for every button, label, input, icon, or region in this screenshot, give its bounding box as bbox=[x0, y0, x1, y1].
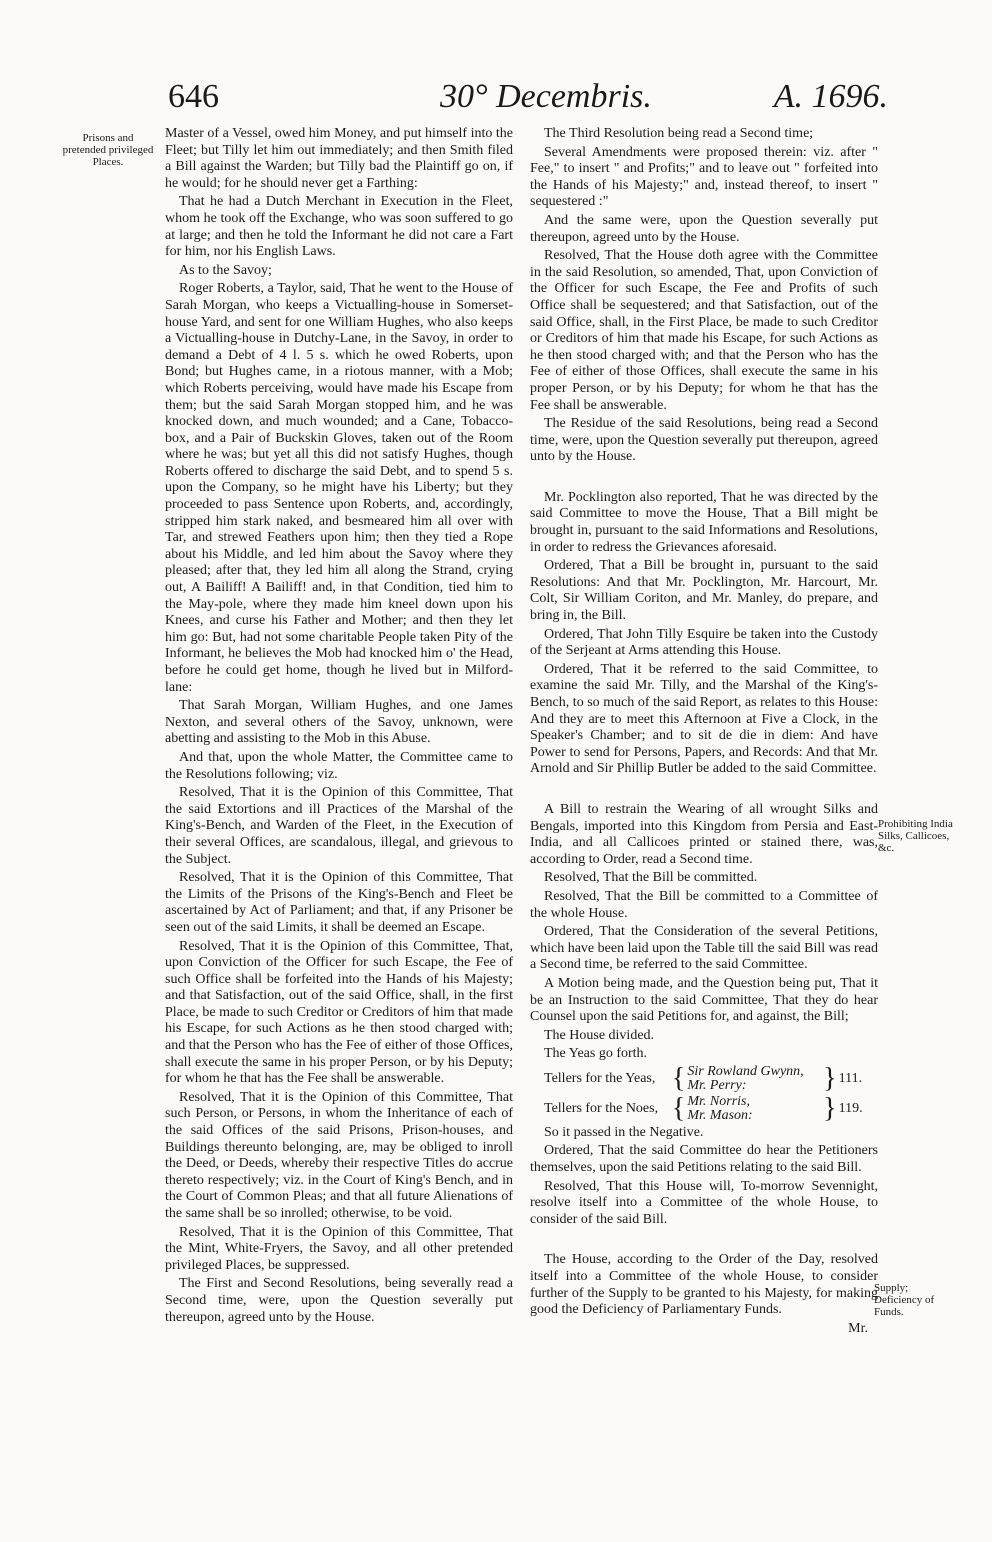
paragraph: Resolved, That the Bill be committed to a Committee of the whole House. bbox=[530, 888, 878, 921]
margin-note-prisons: Prisons and pretended privileged Places. bbox=[62, 132, 154, 168]
teller-name: Sir Rowland Gwynn, bbox=[687, 1063, 804, 1079]
paragraph: A Bill to restrain the Wearing of all wrought Silks and Bengals, imported into this Kingdom from Persia and East-India, and all Callicoes printed or stained there, was, according to Order, read a Second time. bbox=[530, 801, 878, 867]
catchword: Mr. bbox=[848, 1320, 868, 1336]
paragraph: The House, according to the Order of the Day, resolved itself into a Committee of the whole House, to consider further of the Supply to be granted to his Majesty, for making good the Deficiency of Parliamentary Funds. bbox=[530, 1252, 878, 1318]
page-header bbox=[0, 72, 992, 122]
tellers-yeas: Tellers for the Yeas, { Sir Rowland Gwynn, Mr. Perry: } 111. bbox=[544, 1065, 878, 1093]
paragraph: A Motion being made, and the Question being put, That it be an Instruction to the said Committee, That they do hear Counsel upon the said Petitions for, and against, the Bill; bbox=[530, 975, 878, 1025]
margin-note-supply: Supply; Deficiency of Funds. bbox=[874, 1282, 935, 1318]
paragraph: Ordered, That the said Committee do hear the Petitioners themselves, upon the said Petitions relating to the said Bill. bbox=[530, 1143, 878, 1176]
page-number: 646 bbox=[168, 78, 219, 115]
margin-note-silks: Prohibiting India Silks, Callicoes, &c. bbox=[878, 818, 953, 854]
paragraph: Resolved, That the Bill be committed. bbox=[544, 870, 758, 886]
paragraph: Ordered, That John Tilly Esquire be taken into the Custody of the Serjeant at Arms attending this House. bbox=[530, 626, 878, 659]
paragraph: Several Amendments were proposed therein: viz. after " Fee," to insert " and Profits;" and to leave out " forfeited into the Hands of his Majesty;" and, instead thereof, to insert " sequestered :" bbox=[530, 144, 878, 210]
paragraph: As to the Savoy; bbox=[179, 262, 272, 278]
paragraph: Resolved, That the House doth agree with the Committee in the said Resolution, so amended, That, upon Conviction of the Officer for such Escape, the Fee and Profits of such Office shall be sequestered; and that Satisfaction, out of the said Office, shall, in the First Place, be made to such Creditor or Creditors of him that made his Escape, for such Actions as he then stood charged with; and that the Person who has the Fee of either of those Offices, shall execute the same in his proper Person, or by his Deputy; for whom he that has the Fee shall be answerable. bbox=[530, 248, 878, 413]
left-column bbox=[165, 126, 513, 1328]
paragraph: That Sarah Morgan, William Hughes, and one James Nexton, and several others of the Savoy, unknown, were abetting and assisting to the Mob in this Abuse. bbox=[165, 698, 513, 747]
paragraph: And that, upon the whole Matter, the Committee came to the Resolutions following; viz. bbox=[165, 749, 513, 782]
paragraph: Resolved, That it is the Opinion of this Committee, That the Limits of the Prisons of the King's-Bench and Fleet be ascertained by Act of Parliament; and that, if any Prisoner be seen out of the said Limits, it shall be deemed an Escape. bbox=[165, 870, 513, 935]
paragraph: The Residue of the said Resolutions, being read a Second time, were, upon the Question severally put thereupon, agreed unto by the House. bbox=[530, 416, 878, 465]
paragraph: Resolved, That it is the Opinion of this Committee, That the said Extortions and ill Practices of the Marshal of the King's-Bench, and Warden of the Fleet, in the Execution of their several Offices, are scandalous, illegal, and grievous to the Subject. bbox=[165, 785, 513, 867]
tellers-label: Tellers for the Noes, bbox=[544, 1100, 659, 1116]
paragraph: Ordered, That the Consideration of the several Petitions, which have been laid upon the Table till the said Bill was read a Second time, be referred to the said Committee. bbox=[530, 924, 878, 973]
paragraph: Roger Roberts, a Taylor, said, That he went to the House of Sarah Morgan, who keeps a Victualling-house in Somerset-house Yard, and sent for one William Hughes, who also keeps a Victualling-house in Dutchy-Lane, in the Savoy, in order to demand a Debt of 4 l. 5 s. which he owed Roberts, upon Bond; but Hughes came, in a riotous manner, with a Mob; which Roberts perceiving, would have made his Escape from them; but the said Sarah Morgan stopped him, and he was knocked down, and much wounded; and a Cane, Tobacco-box, and a Pair of Buckskin Gloves, taken out of the Room where he was; but yet all this did not satisfy Hughes, though Roberts offered to discharge the said Debt, and to spend 5 s. upon the Company, so he might have his Liberty; but they proceeded to pass Sentence upon Roberts, and, accordingly, stripped him stark naked, and besmeared him all over with Tar, and strewed Feathers upon him; then they tied a Rope about his Middle, and led him about the Savoy where they pleased; after that, they led him all along the Strand, crying out, A Bailiff! A Bailiff! and, in that Condition, tied him to the May-pole, where they made him kneel down upon his Knees, and curse his Father and Mother; and then they let him go: But, had not some charitable People taken Pity of the Informant, he believes the Mob had knocked him o' the Head, before he could get home, though he lived but in Milford-lane: bbox=[165, 281, 513, 695]
teller-name: Mr. Mason: bbox=[687, 1107, 753, 1123]
tellers-label: Tellers for the Yeas, bbox=[544, 1070, 656, 1086]
paragraph: The First and Second Resolutions, being severally read a Second time, were, upon the Question severally put thereupon, agreed unto by the House. bbox=[165, 1276, 513, 1325]
right-column bbox=[530, 126, 878, 1339]
paragraph: Resolved, That it is the Opinion of this Committee, That such Person, or Persons, in whom the Inheritance of each of the said Offices of the said Prisons, Prison-houses, and Buildings thereunto belonging, are, may be obliged to inroll the Deed, or Deeds, whereby their respective Titles do accrue thereto respectively; viz. in the Court of King's Bench, and in the Court of Common Pleas; and that all future Alienations of the same shall be so inrolled; otherwise, to be void. bbox=[165, 1089, 513, 1221]
teller-names bbox=[687, 1065, 823, 1093]
teller-name: Mr. Norris, bbox=[687, 1093, 751, 1109]
page-year: A. 1696. bbox=[773, 78, 888, 115]
paragraph: Resolved, That it is the Opinion of this Committee, That the Mint, White-Fryers, the Savoy, and all other pretended privileged Places, be suppressed. bbox=[165, 1224, 513, 1273]
paragraph: That he had a Dutch Merchant in Execution in the Fleet, whom he took off the Exchange, who was soon suffered to go at large; and then he told the Informant he did not care a Fart for him, nor his English Laws. bbox=[165, 194, 513, 260]
paragraph: Ordered, That it be referred to the said Committee, to examine the said Mr. Tilly, and the Marshal of the King's-Bench, to so much of the said Report, as relates to this House: And they are to meet this Afternoon at Five a Clock, in the Speaker's Chamber; and to sit de die in diem: And have Power to send for Persons, Papers, and Records: And that Mr. Arnold and Sir Phillip Butler be added to the said Committee. bbox=[530, 661, 878, 777]
paragraph: The Third Resolution being read a Second time; bbox=[544, 126, 814, 141]
paragraph: Resolved, That this House will, To-morrow Sevennight, resolve itself into a Committee of the whole House, to consider of the said Bill. bbox=[530, 1178, 878, 1227]
teller-names bbox=[687, 1095, 823, 1123]
paragraph: And the same were, upon the Question severally put thereupon, agreed unto by the House. bbox=[530, 212, 878, 245]
vote-count: 119. bbox=[838, 1100, 863, 1116]
tellers-noes: Tellers for the Noes, { Mr. Norris, Mr. Mason: } 119. bbox=[544, 1095, 878, 1123]
paragraph: The Yeas go forth. bbox=[544, 1046, 648, 1062]
page-date: 30° Decembris. bbox=[440, 78, 652, 115]
vote-count: 111. bbox=[838, 1070, 863, 1086]
paragraph: So it passed in the Negative. bbox=[544, 1124, 704, 1140]
paragraph: Mr. Pocklington also reported, That he was directed by the said Committee to move the House, That a Bill might be brought in, pursuant to the said Informations and Resolutions, in order to redress the Grievances aforesaid. bbox=[530, 489, 878, 555]
teller-name: Mr. Perry: bbox=[687, 1077, 747, 1093]
paragraph: Ordered, That a Bill be brought in, pursuant to the said Resolutions: And that Mr. Pocklington, Mr. Harcourt, Mr. Colt, Sir William Coriton, and Mr. Manley, do prepare, and bring in, the Bill. bbox=[530, 558, 878, 624]
paragraph: Resolved, That it is the Opinion of this Committee, That, upon Conviction of the Officer for such Escape, the Fee of such Office shall be forfeited into the Hands of his Majesty; and that Satisfaction, out of the said Office, shall, in the first Place, be made to such Creditor or Creditors of him that made his Escape, for such Actions as he then stood charged with; and that the Person who has the Fee of either of those Offices, shall execute the same in his proper Person, or by his Deputy; for whom he that has the Fee shall be answerable. bbox=[165, 938, 513, 1087]
paragraph: The House divided. bbox=[544, 1027, 655, 1043]
paragraph: Master of a Vessel, owed him Money, and put himself into the Fleet; but Tilly let him out immediately; and then Smith filed a Bill against the Warden; but Tilly bad the Plaintiff go on, if he would; for he should never get a Farthing: bbox=[165, 126, 513, 191]
